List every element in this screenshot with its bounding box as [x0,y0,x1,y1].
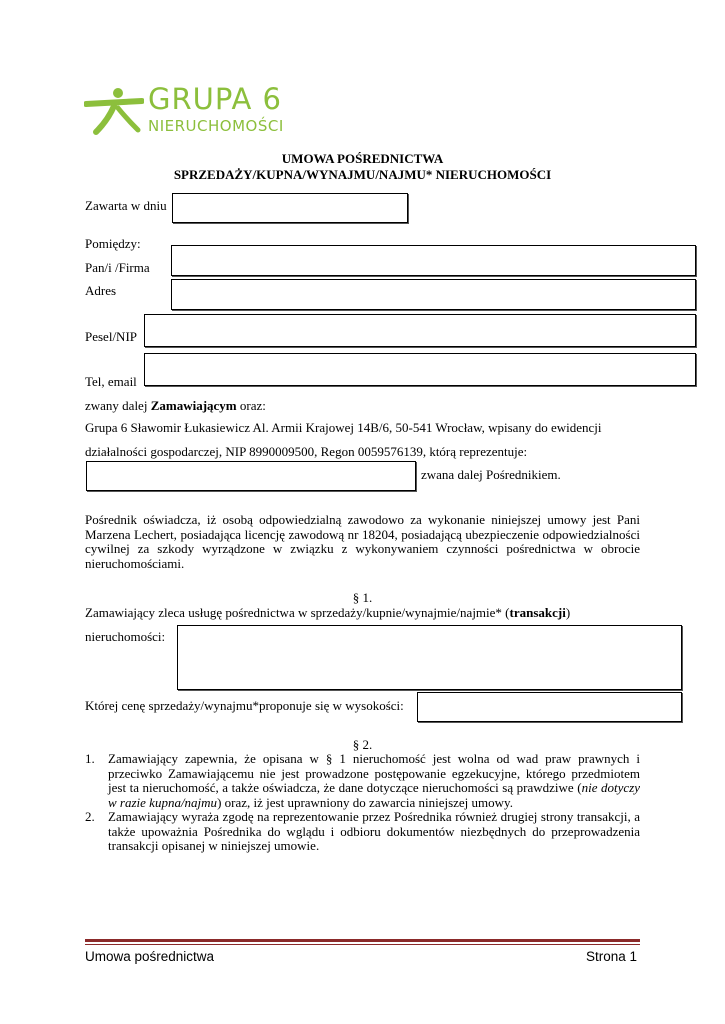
client-name-field[interactable] [171,245,696,276]
footer-rule-thin [85,944,640,945]
agent-designation: zwana dalej Pośrednikiem. [421,467,561,482]
section-2-list [85,752,640,854]
document-title-line1: UMOWA POŚREDNICTWA [281,151,444,166]
company-logo [84,84,294,140]
footer-title: Umowa pośrednictwa [85,949,215,964]
logo-title: GRUPA 6 [148,82,282,116]
page-number: Strona 1 [585,949,637,964]
section-1-text: Zamawiający zleca usługę pośrednictwa w sprzedaży/kupnie/wynajmie/najmie* (transakcji) [85,605,571,620]
property-label: nieruchomości: [85,629,166,644]
agency-line-1: Grupa 6 Sławomir Łukasiewicz Al. Armii Krajowej 14B/6, 50-541 Wrocław, wpisany do ewidencji [85,420,602,435]
section-2-point-1: 1. Zamawiający zapewnia, że opisana w § 1 nieruchomość jest wolna od wad praw prawnych i przeciwko Zamawiającemu nie jest prowadzone postępowanie egzekucyjne, którego przedmiotem jest ta nieruchomość, a także oświadcza, że dane dotyczące nieruchomości są prawdziwe (nie dotyczy w razie kupna/najmu) oraz, iż jest uprawniony do zawarcia niniejszej umowy. [85,751,640,810]
phone-email-field[interactable] [144,353,696,386]
between-label: Pomiędzy: [85,236,141,251]
section-2-heading: § 2. [352,737,373,752]
client-designation: zwany dalej Zamawiającym oraz: [85,398,266,413]
client-label: Pan/i /Firma [85,260,150,275]
footer-rule [85,939,640,942]
phone-label: Tel, email [85,374,137,389]
agency-line-2: działalności gospodarczej, NIP 8990009500, Regon 0059576139, którą reprezentuje: [85,444,528,459]
date-label: Zawarta w dniu [85,198,167,213]
property-description-field[interactable] [177,625,682,690]
pesel-nip-field[interactable] [144,314,696,347]
date-field[interactable] [172,193,408,223]
price-field[interactable] [417,692,682,722]
representative-field[interactable] [86,461,416,491]
section-1-heading: § 1. [352,590,373,605]
logo-subtitle: NIERUCHOMOŚCI [148,117,284,135]
address-label: Adres [85,283,117,298]
agent-statement: Pośrednik oświadcza, iż osobą odpowiedzialną zawodowo za wykonanie niniejszej umowy jest Pani Marzena Lechert, posiadająca licencję zawodową nr 18204, posiadającą ubezpieczenie odpowiedzialności cywilnej za szkody wyrządzone w związku z wykonywaniem czynności pośrednictwa w obrocie nieruchomościami. [85,512,640,571]
price-label: Której cenę sprzedaży/wynajmu*proponuje się w wysokości: [85,698,404,713]
address-field[interactable] [171,279,696,310]
document-title [85,151,640,183]
document-title-line2: SPRZEDAŻY/KUPNA/WYNAJMU/NAJMU* NIERUCHOMOŚCI [173,167,552,182]
section-2-point-2: 2. Zamawiający wyraża zgodę na reprezentowanie przez Pośrednika również drugiej strony transakcji, a także upoważnia Pośrednika do wglądu i odbioru dokumentów niezbędnych do przeprowadzenia transakcji opisanej w niniejszej umowie. [85,809,640,853]
logo-figure-icon [84,84,144,140]
pesel-label: Pesel/NIP [85,329,137,344]
